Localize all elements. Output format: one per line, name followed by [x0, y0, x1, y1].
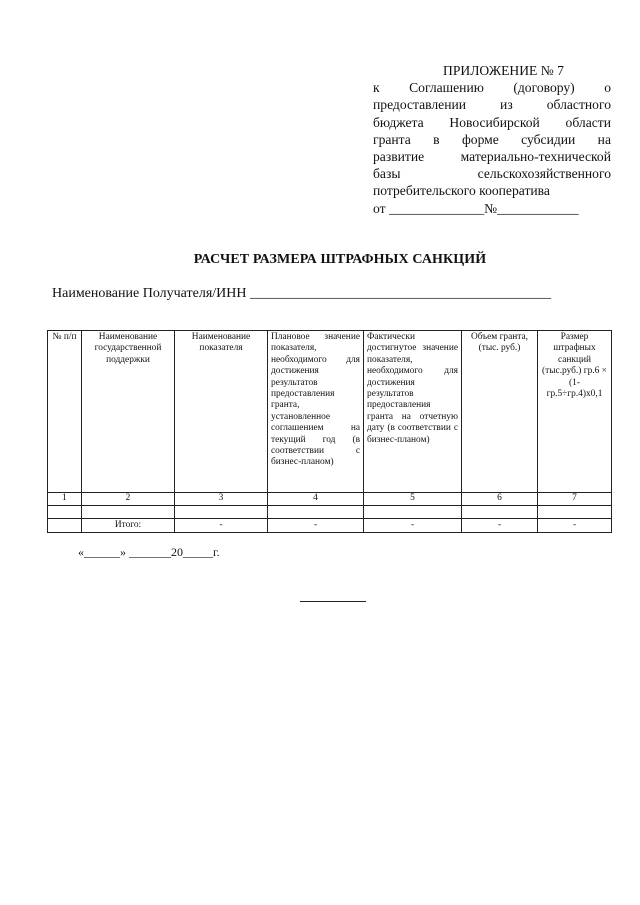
header-cell-grant-amount: Объем гранта, (тыс. руб.) — [462, 331, 538, 493]
header-cell-indicator-name: Наименование показателя — [175, 331, 268, 493]
table-row — [48, 506, 612, 519]
total-cell: - — [364, 519, 462, 533]
total-cell: - — [268, 519, 364, 533]
appendix-line: бюджета Новосибирской области — [373, 114, 611, 130]
column-number-cell: 3 — [175, 493, 268, 506]
recipient-field: Наименование Получателя/ИНН ___________________________________________ — [52, 286, 552, 301]
header-cell-actual-value: Фактически достигнутое значение показателя, необходимого для достижения результатов предоставления гранта на отчетную дату (в соответствии с бизнес-планом) — [364, 331, 462, 493]
empty-cell — [364, 506, 462, 519]
footer-divider — [300, 601, 366, 602]
appendix-block — [373, 62, 611, 217]
total-cell: - — [462, 519, 538, 533]
signature-date-line: «______» _______20_____г. — [78, 545, 220, 559]
sanctions-table — [47, 330, 612, 533]
table-header-row — [48, 331, 612, 493]
empty-cell — [538, 506, 612, 519]
document-title: РАСЧЕТ РАЗМЕРА ШТРАФНЫХ САНКЦИЙ — [193, 252, 487, 267]
appendix-line: к Соглашению (договору) о — [373, 80, 611, 96]
table-row — [48, 493, 612, 506]
header-cell-support-name: Наименование государственной поддержки — [82, 331, 175, 493]
empty-cell — [462, 506, 538, 519]
column-number-cell: 6 — [462, 493, 538, 506]
appendix-line: гранта в форме субсидии на — [373, 131, 611, 147]
header-cell-number: № п/п — [48, 331, 82, 493]
header-cell-planned-value: Плановое значение показателя, необходимого для достижения результатов предоставления гранта, установленное соглашением на текущий год (в соответствии с бизнес-планом) — [268, 331, 364, 493]
table-total-row — [48, 519, 612, 533]
appendix-title: ПРИЛОЖЕНИЕ № 7 — [443, 63, 564, 78]
appendix-line: предоставлении из областного — [373, 97, 611, 113]
column-number-cell: 5 — [364, 493, 462, 506]
column-number-cell: 1 — [48, 493, 82, 506]
column-number-cell: 4 — [268, 493, 364, 506]
total-cell: - — [538, 519, 612, 533]
column-number-cell: 2 — [82, 493, 175, 506]
appendix-line: развитие материально-технической — [373, 149, 611, 165]
column-number-cell: 7 — [538, 493, 612, 506]
empty-cell — [175, 506, 268, 519]
appendix-line: потребительского кооператива — [373, 183, 550, 199]
empty-cell — [268, 506, 364, 519]
total-label-cell: Итого: — [82, 519, 175, 533]
empty-cell — [82, 506, 175, 519]
agreement-date-line: от ______________№____________ — [373, 200, 579, 216]
appendix-line: базы сельскохозяйственного — [373, 166, 611, 182]
total-cell — [48, 519, 82, 533]
total-cell: - — [175, 519, 268, 533]
header-cell-penalty-amount: Размер штрафных санкций (тыс.руб.) гр.6 × (1- гр.5÷гр.4)х0,1 — [538, 331, 612, 493]
empty-cell — [48, 506, 82, 519]
